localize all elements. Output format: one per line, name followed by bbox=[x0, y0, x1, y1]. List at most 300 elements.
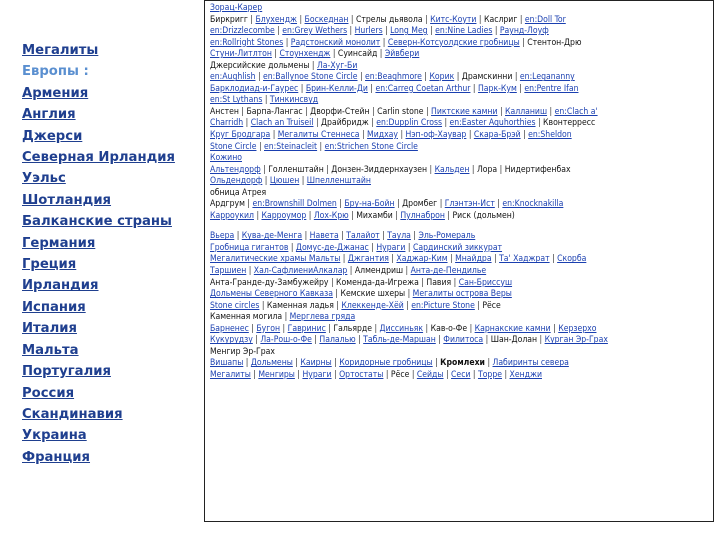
navbox-link[interactable]: Мидхау bbox=[367, 130, 398, 141]
navbox-line bbox=[210, 278, 709, 290]
separator: | bbox=[403, 300, 412, 311]
separator: | bbox=[260, 164, 269, 175]
navbox-text: Каменная могила bbox=[210, 312, 283, 323]
sidebar-link[interactable]: Северная Ирландия bbox=[22, 150, 175, 166]
separator: | bbox=[243, 358, 251, 369]
navbox-line bbox=[210, 266, 709, 278]
separator: | bbox=[311, 335, 320, 346]
navbox-line bbox=[210, 84, 709, 96]
navbox-text: Голленштайн bbox=[268, 164, 324, 175]
navbox-link[interactable]: en:Sheldon bbox=[528, 130, 572, 141]
separator: | bbox=[336, 199, 345, 210]
navbox-text: Суинсайд bbox=[337, 49, 378, 60]
navbox-line bbox=[210, 3, 709, 15]
navbox-line bbox=[210, 142, 709, 154]
navbox-line bbox=[210, 312, 709, 324]
navbox-line bbox=[210, 231, 709, 243]
separator: | bbox=[253, 210, 262, 221]
navbox-link[interactable]: Мерглева гряда bbox=[289, 312, 356, 323]
sidebar-link[interactable]: Армения bbox=[22, 85, 89, 101]
navbox-link[interactable]: Пулнаброн bbox=[400, 210, 445, 221]
navbox-link[interactable]: Сейды bbox=[416, 369, 444, 380]
navbox-link[interactable]: Блухендж bbox=[255, 14, 298, 25]
navbox-line bbox=[210, 243, 709, 255]
separator: | bbox=[368, 242, 377, 253]
navbox-link[interactable]: Хенджи bbox=[509, 369, 542, 380]
separator: | bbox=[323, 164, 332, 175]
separator: | bbox=[313, 118, 321, 129]
separator: | bbox=[271, 49, 280, 60]
separator: | bbox=[292, 358, 301, 369]
separator: | bbox=[470, 83, 478, 94]
navbox-line bbox=[210, 370, 709, 382]
separator: | bbox=[256, 141, 264, 152]
sidebar-link[interactable]: Россия bbox=[22, 385, 75, 401]
navbox-text: Ардгрум bbox=[210, 199, 245, 210]
separator: | bbox=[497, 106, 506, 117]
separator: | bbox=[348, 14, 356, 25]
separator: | bbox=[367, 83, 376, 94]
navbox-link[interactable]: Таула bbox=[387, 231, 411, 242]
navbox-link[interactable]: Барненес bbox=[210, 323, 249, 334]
navbox-line bbox=[210, 153, 709, 165]
navbox-link[interactable]: Ла-Хуг-Би bbox=[316, 60, 358, 71]
navbox-link[interactable]: en:Knocknakilla bbox=[502, 199, 564, 210]
navbox-link[interactable]: Стуни-Литлтон bbox=[210, 49, 272, 60]
separator: | bbox=[410, 231, 419, 242]
separator: | bbox=[444, 210, 453, 221]
separator: | bbox=[325, 323, 334, 334]
separator: | bbox=[492, 26, 500, 37]
navbox-link[interactable]: Талайот bbox=[346, 231, 380, 242]
navbox-link[interactable]: Бру-на-Бойн bbox=[344, 199, 395, 210]
navbox-line bbox=[210, 324, 709, 336]
navbox-link[interactable]: Хаджар-Ким bbox=[396, 254, 448, 265]
separator: | bbox=[243, 118, 251, 129]
sidebar-link[interactable]: Джерси bbox=[22, 128, 83, 144]
separator: | bbox=[423, 323, 431, 334]
separator: | bbox=[347, 26, 355, 37]
separator: | bbox=[423, 106, 432, 117]
navbox-link[interactable]: Карроумор bbox=[261, 210, 307, 221]
navbox-link[interactable]: Дольмены bbox=[250, 358, 293, 369]
navbox-link[interactable]: Стоунхендж bbox=[279, 49, 331, 60]
navbox-link[interactable]: Корик bbox=[429, 72, 455, 83]
navbox-line bbox=[210, 199, 709, 211]
navbox-link[interactable]: en:Ballynoe Stone Circle bbox=[263, 72, 358, 83]
navbox-link[interactable]: Мегалитические храмы Мальты bbox=[210, 254, 341, 265]
navbox-link[interactable]: Вишапы bbox=[210, 358, 244, 369]
separator: | bbox=[331, 358, 340, 369]
separator: | bbox=[397, 130, 406, 141]
sidebar-link[interactable]: Англия bbox=[22, 107, 76, 123]
navbox-text: Каменная ладья bbox=[266, 300, 334, 311]
navbox-text: Джерсийские дольмены bbox=[210, 60, 310, 71]
separator: | bbox=[347, 266, 355, 277]
navbox-text: Рёсе bbox=[482, 300, 501, 311]
navbox-link[interactable]: Сардинский зиккурат bbox=[412, 242, 503, 253]
navbox-text: Стрелы дьявола bbox=[355, 14, 423, 25]
navbox-line bbox=[210, 289, 709, 301]
sidebar-link[interactable]: Мальта bbox=[22, 342, 79, 358]
separator: | bbox=[427, 164, 435, 175]
navbox-link[interactable]: en:Legananny bbox=[519, 72, 575, 83]
navbox-link[interactable]: en:Aughlish bbox=[210, 72, 256, 83]
navbox-text: Павия bbox=[426, 277, 452, 288]
separator: | bbox=[368, 118, 377, 129]
navbox-link[interactable]: Кува-де-Менга bbox=[241, 231, 303, 242]
navbox-link[interactable]: Нэп-оф-Хаувар bbox=[405, 130, 467, 141]
navbox-text: Лора bbox=[476, 164, 498, 175]
separator: | bbox=[274, 26, 283, 37]
navbox-link[interactable]: Charridh bbox=[210, 118, 244, 129]
navbox-text: Коменда-да-Игрежа bbox=[336, 277, 419, 288]
navbox-link[interactable]: Мнайдра bbox=[455, 254, 492, 265]
separator: | bbox=[437, 199, 445, 210]
navbox-link[interactable]: Барклодиад-и-Гаурес bbox=[210, 83, 299, 94]
separator: | bbox=[454, 72, 462, 83]
navbox-link[interactable]: Домус-де-Джанас bbox=[295, 242, 369, 253]
navbox-link[interactable]: Цюшен bbox=[269, 176, 300, 187]
navbox-link[interactable]: Северн-Котсуолдские гробницы bbox=[387, 37, 520, 48]
navbox-link[interactable]: Ольдендорф bbox=[210, 176, 263, 187]
navbox-link[interactable]: Ла-Рош-о-Фе bbox=[260, 335, 312, 346]
separator: | bbox=[447, 254, 456, 265]
navbox-text: Барпа-Лангас bbox=[246, 106, 303, 117]
navbox-text: Кемские шхеры bbox=[340, 289, 406, 300]
separator: | bbox=[302, 231, 310, 242]
separator: | bbox=[409, 369, 417, 380]
navbox-line bbox=[210, 211, 709, 223]
separator: | bbox=[432, 358, 441, 369]
navbox-link[interactable]: Брин-Келли-Ди bbox=[305, 83, 368, 94]
navbox-line bbox=[210, 188, 709, 200]
navbox-link[interactable]: Калланиш bbox=[505, 106, 548, 117]
separator: | bbox=[259, 300, 267, 311]
separator: | bbox=[369, 106, 378, 117]
sidebar-link[interactable]: Испания bbox=[22, 299, 86, 315]
separator: | bbox=[248, 323, 257, 334]
separator: | bbox=[403, 266, 411, 277]
navbox-text: Кав-о-Фе bbox=[430, 323, 468, 334]
navbox-text: обница Атрея bbox=[210, 187, 267, 198]
navbox-link[interactable]: Ортостаты bbox=[339, 369, 384, 380]
sidebar-link[interactable]: Мегалиты bbox=[22, 43, 99, 58]
navbox-link[interactable]: Навета bbox=[309, 231, 339, 242]
navbox-link[interactable]: Нураги bbox=[376, 242, 406, 253]
navbox-line bbox=[210, 61, 709, 73]
navbox-text: Драмскинни bbox=[461, 72, 513, 83]
navbox-link[interactable]: Анта-де-Пендилье bbox=[410, 266, 487, 277]
navbox-link[interactable]: en:Dupplin Cross bbox=[376, 118, 443, 129]
navbox-link[interactable]: Stone circles bbox=[210, 300, 260, 311]
navbox-text: Драйбридж bbox=[321, 118, 369, 129]
navbox-link[interactable]: Clach an Truiseil bbox=[250, 118, 314, 129]
separator: | bbox=[512, 72, 520, 83]
navbox-link[interactable]: Филитоса bbox=[443, 335, 484, 346]
separator: | bbox=[405, 289, 413, 300]
separator: | bbox=[330, 49, 338, 60]
separator: | bbox=[297, 14, 305, 25]
separator: | bbox=[547, 106, 555, 117]
sidebar-link[interactable]: Скандинавия bbox=[22, 406, 123, 422]
navbox-link[interactable]: Сан-Бриссуш bbox=[458, 277, 513, 288]
navbox-line bbox=[210, 107, 709, 119]
separator: | bbox=[451, 277, 459, 288]
separator: | bbox=[549, 254, 558, 265]
separator: | bbox=[357, 72, 366, 83]
navbox-line bbox=[210, 130, 709, 142]
navbox-text: Менгир Эр-Грах bbox=[210, 346, 275, 357]
separator: | bbox=[484, 358, 493, 369]
navbox-link[interactable]: Гавринис bbox=[287, 323, 326, 334]
sidebar-link[interactable]: Греция bbox=[22, 257, 77, 273]
navbox-link[interactable]: Раунд-Лоуф bbox=[499, 26, 549, 37]
navbox-link[interactable]: en:Strichen Stone Circle bbox=[324, 141, 418, 152]
navbox-link[interactable]: en:Doll Tor bbox=[524, 14, 566, 25]
separator: | bbox=[421, 72, 430, 83]
navbox-link[interactable]: Таршиен bbox=[210, 266, 247, 277]
separator: | bbox=[405, 242, 413, 253]
separator: | bbox=[340, 254, 348, 265]
navbox-link[interactable]: Диссиньяк bbox=[379, 323, 424, 334]
navbox-link[interactable]: Альтендорф bbox=[210, 164, 261, 175]
navbox-link[interactable]: Парк-Кум bbox=[477, 83, 517, 94]
separator: | bbox=[244, 199, 253, 210]
navbox-link[interactable]: Эль-Ромераль bbox=[418, 231, 476, 242]
separator: | bbox=[328, 277, 337, 288]
navbox-text: Carlin stone bbox=[377, 106, 424, 117]
navbox-link[interactable]: Табль-де-Маршан bbox=[363, 335, 436, 346]
separator: | bbox=[516, 83, 525, 94]
separator: | bbox=[469, 164, 477, 175]
separator: | bbox=[298, 83, 306, 94]
navbox-line bbox=[210, 118, 709, 130]
navbox-text: Биркригг bbox=[210, 14, 248, 25]
navbox-link[interactable]: Торре bbox=[477, 369, 503, 380]
sidebar-link[interactable]: Украина bbox=[22, 428, 87, 444]
navbox-link[interactable]: Мегалиты Стеннеса bbox=[277, 130, 360, 141]
separator: | bbox=[270, 130, 278, 141]
separator: | bbox=[294, 369, 303, 380]
separator: | bbox=[306, 210, 314, 221]
navbox-text: Гальярде bbox=[333, 323, 373, 334]
navbox-link[interactable]: en:Nine Ladies bbox=[435, 26, 493, 37]
separator: | bbox=[394, 199, 403, 210]
navbox-link[interactable]: Курган Эр-Грах bbox=[544, 335, 608, 346]
separator: | bbox=[497, 164, 505, 175]
navbox-link[interactable]: Та' Хаджрат bbox=[499, 254, 550, 265]
navbox-link[interactable]: Зорац-Карер bbox=[210, 3, 263, 13]
separator: | bbox=[255, 72, 264, 83]
navbox-link[interactable]: Скорба bbox=[557, 254, 587, 265]
separator: | bbox=[377, 49, 385, 60]
navbox-line bbox=[210, 26, 709, 38]
separator: | bbox=[234, 231, 242, 242]
separator: | bbox=[494, 199, 503, 210]
navbox-text: Дворфи-Стейн bbox=[310, 106, 370, 117]
separator: | bbox=[537, 335, 545, 346]
navbox-link[interactable]: Лабиринты севера bbox=[492, 358, 569, 369]
navbox-link[interactable]: en:Easter Aquhorthies bbox=[449, 118, 536, 129]
sidebar-link[interactable]: Балканские страны bbox=[22, 214, 172, 230]
navbox-link[interactable]: Менгиры bbox=[258, 369, 295, 380]
navbox-link[interactable]: Скара-Брэй bbox=[473, 130, 521, 141]
navbox-link[interactable]: en:St Lythans bbox=[210, 95, 263, 106]
navbox-line bbox=[210, 358, 709, 370]
separator: | bbox=[550, 323, 559, 334]
sidebar-link[interactable]: Ирландия bbox=[22, 278, 99, 294]
navbox-line bbox=[210, 165, 709, 177]
separator: | bbox=[338, 231, 347, 242]
megaliths-navbox bbox=[204, 0, 714, 522]
sidebar-link[interactable]: Франция bbox=[22, 449, 91, 465]
navbox-link[interactable]: Радстонский монолит bbox=[290, 37, 381, 48]
separator: | bbox=[372, 323, 380, 334]
navbox-link[interactable]: Дольмены Северного Кавказа bbox=[210, 289, 333, 300]
separator: | bbox=[262, 176, 270, 187]
navbox-link[interactable]: Бугон bbox=[256, 323, 281, 334]
navbox-block-lower bbox=[210, 231, 709, 381]
separator: | bbox=[392, 210, 401, 221]
separator: | bbox=[380, 37, 388, 48]
navbox-text: Квонтерресс bbox=[543, 118, 596, 129]
navbox-link[interactable]: Мегалиты bbox=[210, 369, 251, 380]
navbox-link[interactable]: en:Rollright Stones bbox=[210, 37, 284, 48]
separator: | bbox=[309, 60, 317, 71]
separator: | bbox=[483, 335, 491, 346]
navbox-link[interactable]: Гробница гигантов bbox=[210, 242, 289, 253]
separator: | bbox=[520, 130, 529, 141]
navbox-link[interactable]: Long Meg bbox=[390, 26, 428, 37]
navbox-link[interactable]: Палалью bbox=[319, 335, 356, 346]
navbox-link[interactable]: en:Carreg Coetan Arthur bbox=[375, 83, 471, 94]
navbox-current-item: Кромлехи bbox=[440, 358, 485, 369]
navbox-link[interactable]: en:Beaghmore bbox=[365, 72, 422, 83]
navbox-link[interactable]: Коридорные гробницы bbox=[339, 358, 433, 369]
separator: | bbox=[302, 106, 311, 117]
separator: | bbox=[418, 277, 427, 288]
separator: | bbox=[288, 242, 296, 253]
sidebar-current-section: Европы : bbox=[22, 64, 89, 80]
separator: | bbox=[383, 369, 391, 380]
separator: | bbox=[332, 289, 341, 300]
separator: | bbox=[427, 26, 436, 37]
navbox-link[interactable]: Эйвбери bbox=[384, 49, 420, 60]
separator: | bbox=[348, 210, 357, 221]
sidebar-link[interactable]: Шотландия bbox=[22, 192, 112, 208]
navbox-link[interactable]: en:Drizzlecombe bbox=[210, 26, 275, 37]
navbox-link[interactable]: Карнакские камни bbox=[474, 323, 551, 334]
separator: | bbox=[422, 14, 431, 25]
navbox-gap bbox=[210, 222, 709, 231]
navbox-link[interactable]: Кальден bbox=[434, 164, 470, 175]
navbox-link[interactable]: en:Clach a' bbox=[554, 106, 598, 117]
navbox-link[interactable]: Кожино bbox=[210, 153, 242, 164]
navbox-text: Донзен-Зиддернхаузен bbox=[331, 164, 428, 175]
navbox-link[interactable]: en:Steinacleit bbox=[264, 141, 318, 152]
navbox-link[interactable]: Карроукил bbox=[210, 210, 254, 221]
navbox-link[interactable]: en:Pentre Ifan bbox=[524, 83, 579, 94]
separator: | bbox=[280, 323, 288, 334]
navbox-link[interactable]: Клеккенде-Хёй bbox=[341, 300, 404, 311]
navbox-line bbox=[210, 176, 709, 188]
sidebar-link[interactable]: Италия bbox=[22, 321, 77, 337]
navbox-link[interactable]: Кукурудзу bbox=[210, 335, 253, 346]
navbox-text: Михамби bbox=[356, 210, 393, 221]
separator: | bbox=[517, 14, 525, 25]
navbox-link[interactable]: Круг Бродгара bbox=[210, 130, 271, 141]
separator: | bbox=[379, 231, 388, 242]
sidebar-link[interactable]: Португалия bbox=[22, 364, 111, 380]
navbox-link[interactable]: Хал-СафлиениАлкалар bbox=[253, 266, 348, 277]
separator: | bbox=[250, 369, 259, 380]
navbox-link[interactable]: en:Brownshill Dolmen bbox=[252, 199, 337, 210]
separator: | bbox=[333, 300, 342, 311]
navbox-line bbox=[210, 335, 709, 347]
navbox-link[interactable]: Керзерхо bbox=[558, 323, 597, 334]
navbox-link[interactable]: Пиктские камни bbox=[431, 106, 498, 117]
navbox-link[interactable]: Stone Circle bbox=[210, 141, 257, 152]
navbox-link[interactable]: Боскеднан bbox=[304, 14, 349, 25]
navbox-link[interactable]: Шпелленштайн bbox=[306, 176, 371, 187]
separator: | bbox=[467, 323, 475, 334]
navbox-link[interactable]: en:Grey Wethers bbox=[282, 26, 348, 37]
navbox-link[interactable]: Лох-Крю bbox=[313, 210, 349, 221]
separator: | bbox=[435, 335, 444, 346]
navbox-link[interactable]: Hurlers bbox=[354, 26, 383, 37]
sidebar-link[interactable]: Германия bbox=[22, 235, 96, 251]
separator: | bbox=[299, 176, 307, 187]
separator: | bbox=[442, 118, 450, 129]
navbox-link[interactable]: Китс-Коути bbox=[430, 14, 477, 25]
navbox-link[interactable]: Сеси bbox=[451, 369, 471, 380]
separator: | bbox=[491, 254, 500, 265]
separator: | bbox=[331, 369, 340, 380]
navbox-line bbox=[210, 301, 709, 313]
navbox-text: Анта-Гранде-ду-Замбужейру bbox=[210, 277, 329, 288]
navbox-link[interactable]: Глэнтэн-Ист bbox=[444, 199, 495, 210]
navbox-link[interactable]: Нураги bbox=[302, 369, 332, 380]
navbox-text: Дромбег bbox=[402, 199, 438, 210]
separator: | bbox=[252, 335, 261, 346]
separator: | bbox=[535, 118, 544, 129]
separator: | bbox=[282, 312, 290, 323]
separator: | bbox=[474, 300, 483, 311]
separator: | bbox=[476, 14, 484, 25]
navbox-line bbox=[210, 49, 709, 61]
navbox-line bbox=[210, 72, 709, 84]
sidebar-link[interactable]: Уэльс bbox=[22, 171, 66, 187]
navbox-link[interactable]: Мегалиты острова Веры bbox=[412, 289, 512, 300]
navbox-text: Нидертифенбах bbox=[504, 164, 571, 175]
separator: | bbox=[355, 335, 364, 346]
separator: | bbox=[388, 254, 397, 265]
navbox-text: Анстен bbox=[210, 106, 239, 117]
navbox-link[interactable]: Джгантия bbox=[347, 254, 389, 265]
navbox-link[interactable]: Тинкинсвуд bbox=[269, 95, 319, 106]
category-sidebar bbox=[22, 40, 197, 468]
separator: | bbox=[466, 130, 474, 141]
navbox-link[interactable]: Вьера bbox=[210, 231, 235, 242]
navbox-link[interactable]: en:Picture Stone bbox=[411, 300, 475, 311]
separator: | bbox=[246, 266, 254, 277]
separator: | bbox=[443, 369, 452, 380]
separator: | bbox=[359, 130, 368, 141]
separator: | bbox=[238, 106, 247, 117]
navbox-text: Риск (дольмен) bbox=[452, 210, 515, 221]
navbox-link[interactable]: Каирны bbox=[300, 358, 332, 369]
